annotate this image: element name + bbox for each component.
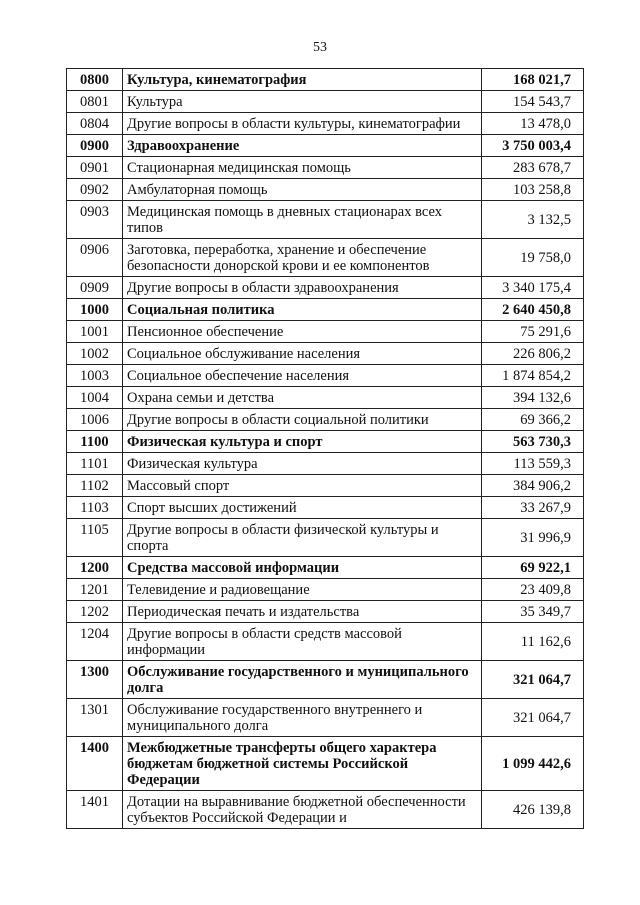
table-row [67, 791, 584, 829]
code-cell: 1102 [67, 475, 123, 497]
table-row [67, 699, 584, 737]
table-row [67, 365, 584, 387]
table-row [67, 453, 584, 475]
name-cell: Социальное обеспечение населения [123, 365, 482, 387]
name-cell: Другие вопросы в области средств массовой информации [123, 623, 482, 661]
name-cell: Спорт высших достижений [123, 497, 482, 519]
code-cell: 0909 [67, 277, 123, 299]
table-row [67, 157, 584, 179]
amount-cell: 3 132,5 [482, 201, 584, 239]
amount-cell: 1 099 442,6 [482, 737, 584, 791]
code-cell: 0906 [67, 239, 123, 277]
code-cell: 1400 [67, 737, 123, 791]
amount-cell: 283 678,7 [482, 157, 584, 179]
amount-cell: 321 064,7 [482, 661, 584, 699]
amount-cell: 3 340 175,4 [482, 277, 584, 299]
table-row [67, 321, 584, 343]
amount-cell: 154 543,7 [482, 91, 584, 113]
code-cell: 1301 [67, 699, 123, 737]
amount-cell: 563 730,3 [482, 431, 584, 453]
name-cell: Физическая культура и спорт [123, 431, 482, 453]
name-cell: Стационарная медицинская помощь [123, 157, 482, 179]
amount-cell: 31 996,9 [482, 519, 584, 557]
name-cell: Физическая культура [123, 453, 482, 475]
amount-cell: 69 922,1 [482, 557, 584, 579]
page-number: 53 [313, 40, 327, 55]
name-cell: Пенсионное обеспечение [123, 321, 482, 343]
name-cell: Телевидение и радиовещание [123, 579, 482, 601]
code-cell: 1004 [67, 387, 123, 409]
code-cell: 1006 [67, 409, 123, 431]
code-cell: 0900 [67, 135, 123, 157]
name-cell: Амбулаторная помощь [123, 179, 482, 201]
name-cell: Культура [123, 91, 482, 113]
amount-cell: 11 162,6 [482, 623, 584, 661]
amount-cell: 394 132,6 [482, 387, 584, 409]
table-row [67, 387, 584, 409]
amount-cell: 113 559,3 [482, 453, 584, 475]
table-row [67, 91, 584, 113]
amount-cell: 23 409,8 [482, 579, 584, 601]
code-cell: 1401 [67, 791, 123, 829]
amount-cell: 13 478,0 [482, 113, 584, 135]
name-cell: Социальное обслуживание населения [123, 343, 482, 365]
code-cell: 1201 [67, 579, 123, 601]
code-cell: 1100 [67, 431, 123, 453]
code-cell: 1002 [67, 343, 123, 365]
code-cell: 1202 [67, 601, 123, 623]
amount-cell: 35 349,7 [482, 601, 584, 623]
code-cell: 1103 [67, 497, 123, 519]
amount-cell: 69 366,2 [482, 409, 584, 431]
amount-cell: 384 906,2 [482, 475, 584, 497]
section-row [67, 557, 584, 579]
table-row [67, 113, 584, 135]
table-row [67, 519, 584, 557]
amount-cell: 321 064,7 [482, 699, 584, 737]
code-cell: 1300 [67, 661, 123, 699]
table-row [67, 497, 584, 519]
table-row [67, 579, 584, 601]
code-cell: 0801 [67, 91, 123, 113]
name-cell: Другие вопросы в области культуры, кинематографии [123, 113, 482, 135]
code-cell: 0800 [67, 69, 123, 91]
budget-table-body [67, 69, 584, 829]
name-cell: Обслуживание государственного внутреннего и муниципального долга [123, 699, 482, 737]
name-cell: Периодическая печать и издательства [123, 601, 482, 623]
amount-cell: 168 021,7 [482, 69, 584, 91]
name-cell: Межбюджетные трансферты общего характера бюджетам бюджетной системы Российской Федерации [123, 737, 482, 791]
amount-cell: 103 258,8 [482, 179, 584, 201]
code-cell: 1105 [67, 519, 123, 557]
name-cell: Дотации на выравнивание бюджетной обеспеченности субъектов Российской Федерации и [123, 791, 482, 829]
name-cell: Культура, кинематография [123, 69, 482, 91]
section-row [67, 431, 584, 453]
name-cell: Другие вопросы в области социальной политики [123, 409, 482, 431]
section-row [67, 69, 584, 91]
table-row [67, 343, 584, 365]
amount-cell: 226 806,2 [482, 343, 584, 365]
amount-cell: 33 267,9 [482, 497, 584, 519]
amount-cell: 1 874 854,2 [482, 365, 584, 387]
code-cell: 0804 [67, 113, 123, 135]
code-cell: 1204 [67, 623, 123, 661]
name-cell: Социальная политика [123, 299, 482, 321]
code-cell: 1001 [67, 321, 123, 343]
name-cell: Другие вопросы в области физической культуры и спорта [123, 519, 482, 557]
name-cell: Средства массовой информации [123, 557, 482, 579]
code-cell: 1003 [67, 365, 123, 387]
amount-cell: 2 640 450,8 [482, 299, 584, 321]
name-cell: Массовый спорт [123, 475, 482, 497]
amount-cell: 19 758,0 [482, 239, 584, 277]
code-cell: 1200 [67, 557, 123, 579]
name-cell: Обслуживание государственного и муниципального долга [123, 661, 482, 699]
table-row [67, 179, 584, 201]
table-row [67, 201, 584, 239]
table-row [67, 277, 584, 299]
name-cell: Другие вопросы в области здравоохранения [123, 277, 482, 299]
section-row [67, 135, 584, 157]
amount-cell: 75 291,6 [482, 321, 584, 343]
code-cell: 0901 [67, 157, 123, 179]
code-cell: 1101 [67, 453, 123, 475]
code-cell: 1000 [67, 299, 123, 321]
section-row [67, 737, 584, 791]
name-cell: Охрана семьи и детства [123, 387, 482, 409]
table-row [67, 239, 584, 277]
amount-cell: 426 139,8 [482, 791, 584, 829]
table-row [67, 409, 584, 431]
code-cell: 0903 [67, 201, 123, 239]
name-cell: Медицинская помощь в дневных стационарах всех типов [123, 201, 482, 239]
table-row [67, 623, 584, 661]
section-row [67, 661, 584, 699]
table-row [67, 475, 584, 497]
name-cell: Здравоохранение [123, 135, 482, 157]
section-row [67, 299, 584, 321]
name-cell: Заготовка, переработка, хранение и обеспечение безопасности донорской крови и ее компонентов [123, 239, 482, 277]
amount-cell: 3 750 003,4 [482, 135, 584, 157]
table-row [67, 601, 584, 623]
code-cell: 0902 [67, 179, 123, 201]
budget-table [66, 68, 584, 829]
